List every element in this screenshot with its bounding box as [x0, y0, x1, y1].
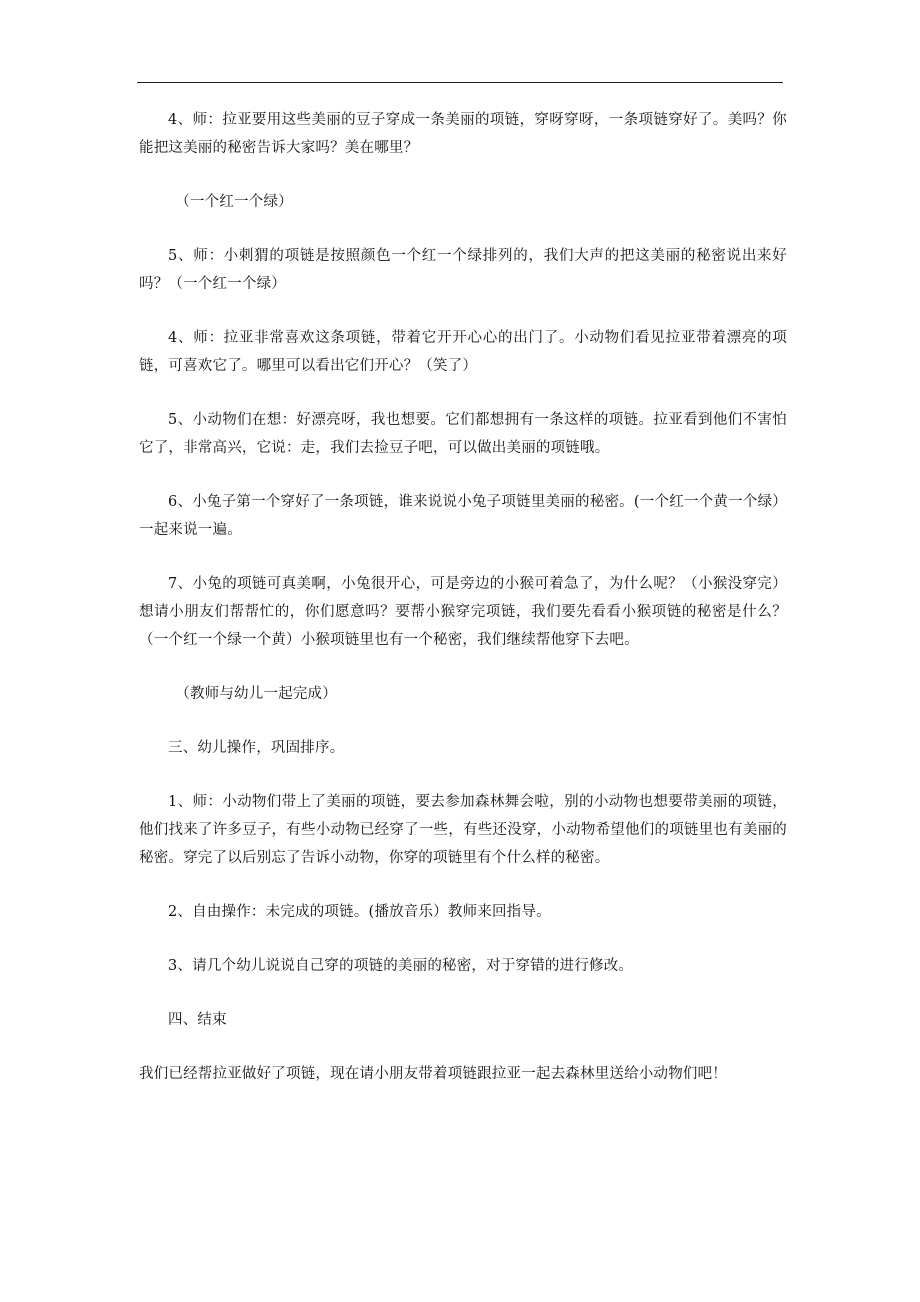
paragraph-operation-1: 1、师：小动物们带上了美丽的项链，要去参加森林舞会啦，别的小动物也想要带美丽的项链，他们找来了许多豆子，有些小动物已经穿了一些，有些还没穿，小动物希望他们的项链里也有美丽的秘密。穿完了以后别忘了告诉小动物，你穿的项链里有个什么样的秘密。	[139, 794, 787, 866]
paragraph-step-5-hedgehog: 5、师：小刺猬的项链是按照颜色一个红一个绿排列的，我们大声的把这美丽的秘密说出来好吗？（一个红一个绿）	[139, 248, 787, 292]
section-heading-4: 四、结束	[168, 1012, 227, 1028]
header-divider	[137, 82, 783, 83]
paragraph-step-6-rabbit: 6、小兔子第一个穿好了一条项链，谁来说说小兔子项链里美丽的秘密。(一个红一个黄一个绿）一起来说一遍。	[139, 494, 787, 538]
paragraph-step-5-animals-think: 5、小动物们在想：好漂亮呀，我也想要。它们都想拥有一条这样的项链。拉亚看到他们不害怕它了，非常高兴，它说：走，我们去捡豆子吧，可以做出美丽的项链哦。	[139, 412, 787, 456]
document-body	[139, 106, 787, 1114]
paragraph-teacher-child-complete: （教师与幼儿一起完成）	[175, 686, 337, 702]
paragraph-operation-3: 3、请几个幼儿说说自己穿的项链的美丽的秘密，对于穿错的进行修改。	[168, 958, 634, 974]
paragraph-operation-2: 2、自由操作：未完成的项链。(播放音乐）教师来回指导。	[168, 904, 551, 920]
section-heading-3: 三、幼儿操作，巩固排序。	[168, 740, 345, 756]
paragraph-step-4-laya-happy: 4、师：拉亚非常喜欢这条项链，带着它开开心心的出门了。小动物们看见拉亚带着漂亮的项链，可喜欢它了。哪里可以看出它们开心？（笑了）	[139, 330, 787, 374]
paragraph-step-7-monkey: 7、小兔的项链可真美啊，小兔很开心，可是旁边的小猴可着急了，为什么呢？（小猴没穿完）想请小朋友们帮帮忙的，你们愿意吗？要帮小猴穿完项链，我们要先看看小猴项链的秘密是什么？（一个红一个绿一个黄）小猴项链里也有一个秘密，我们继续帮他穿下去吧。	[139, 576, 787, 648]
paragraph-step-4-necklace: 4、师：拉亚要用这些美丽的豆子穿成一条美丽的项链，穿呀穿呀，一条项链穿好了。美吗？你能把这美丽的秘密告诉大家吗？美在哪里？	[139, 112, 787, 156]
paragraph-closing: 我们已经帮拉亚做好了项链，现在请小朋友带着项链跟拉亚一起去森林里送给小动物们吧！	[139, 1066, 727, 1082]
paragraph-answer-red-green: （一个红一个绿）	[175, 194, 293, 210]
